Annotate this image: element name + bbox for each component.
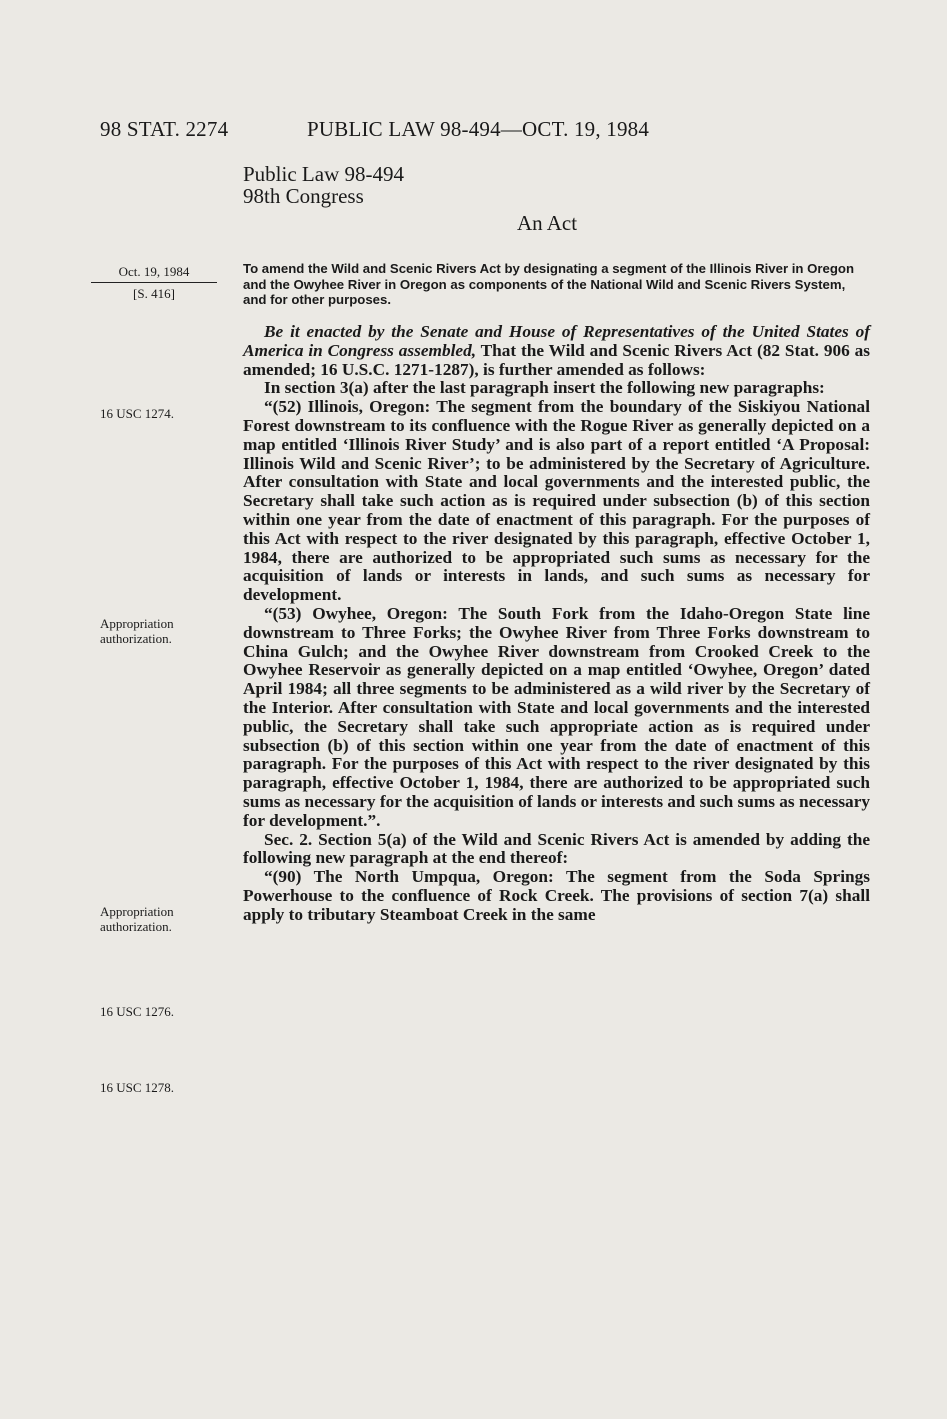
stat-reference: 98 STAT. 2274 <box>100 117 229 141</box>
margin-note-usc-1274: 16 USC 1274. <box>100 406 175 421</box>
bill-number: [S. 416] <box>133 286 175 301</box>
act-body <box>243 323 870 925</box>
enacting-rest: That the Wild and Scenic Rivers Act (82 Stat. 906 as amended; 16 U.S.C. 1271-1287), is further amended as follows: <box>243 340 871 379</box>
enactment-date: Oct. 19, 1984 <box>91 264 217 283</box>
margin-note-usc-1276: 16 USC 1276. <box>100 1004 175 1019</box>
paragraph-section-3a: In section 3(a) after the last paragraph insert the following new paragraphs: <box>264 378 825 398</box>
margin-note-usc-1278: 16 USC 1278. <box>100 1080 175 1095</box>
an-act-heading: An Act <box>517 211 578 235</box>
paragraph-illinois: “(52) Illinois, Oregon: The segment from the boundary of the Siskiyou National Forest downstream to its confluence with the Rogue River as generally depicted on a map entitled ‘Illinois River Study’ and is also part of a report entitled ‘A Proposal: Illinois Wild and Scenic River’; to be administered by the Secretary of Agriculture. After consultation with State and local governments and the interested public, the Secretary shall take such action as is required under subsection (b) of this section within one year from the date of enactment of this paragraph. For the purposes of this Act with respect to the river designated by this paragraph, effective October 1, 1984, there are authorized to be appropriated such sums as necessary for the acquisition of lands or interests in lands, and such sums as necessary for development. <box>243 397 870 605</box>
paragraph-sec-2: Sec. 2. Section 5(a) of the Wild and Scenic Rivers Act is amended by adding the following new paragraph at the end thereof: <box>243 829 870 868</box>
enacting-clause <box>243 323 870 379</box>
congress-title: 98th Congress <box>243 184 364 208</box>
margin-note-appropriation-1: Appropriation authorization. <box>100 616 174 646</box>
law-reference: PUBLIC LAW 98-494—OCT. 19, 1984 <box>307 117 650 141</box>
margin-note-appropriation-2: Appropriation authorization. <box>100 904 174 934</box>
public-law-title: Public Law 98-494 <box>243 162 404 186</box>
enacting-italic: Be it enacted by the Senate and House of Representatives of the United States of America in Congress assembled, <box>243 322 870 360</box>
act-purpose: To amend the Wild and Scenic Rivers Act by designating a segment of the Illinois River in Oregon and the Owyhee River in Oregon as components of the National Wild and Scenic Rivers System, and for other purposes. <box>243 261 855 307</box>
date-margin-note <box>91 264 217 301</box>
paragraph-owyhee: “(53) Owyhee, Oregon: The South Fork from the Idaho-Oregon State line downstream to Three Forks; the Owyhee River from Three Forks downstream to China Gulch; and the Owyhee River downstream from Crooked Creek to the Owyhee Reservoir as generally depicted on a map entitled ‘Owyhee, Oregon’ dated April 1984; all three segments to be administered as a wild river by the Secretary of the Interior. After consultation with State and local governments and the interested public, the Secretary shall take such appropriate action as is required under subsection (b) of this section within one year from the date of enactment of this paragraph. For the purposes of this Act with respect to the river designated by this paragraph, effective October 1, 1984, there are authorized to be appropriated such sums as necessary for the acquisition of lands or interests and such sums as necessary for development.”. <box>243 603 870 830</box>
title-block <box>243 163 404 207</box>
paragraph-north-umpqua: “(90) The North Umpqua, Oregon: The segment from the Soda Springs Powerhouse to the confluence of Rock Creek. The provisions of section 7(a) shall apply to tributary Steamboat Creek in the same <box>243 867 870 924</box>
